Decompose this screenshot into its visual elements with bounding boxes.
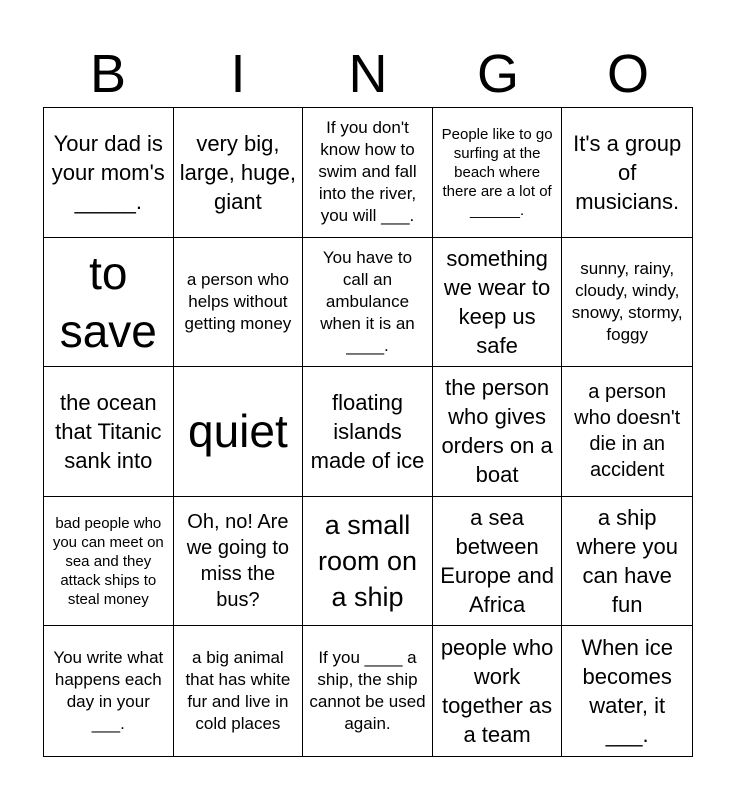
bingo-cell-text: Oh, no! Are we going to miss the bus?	[186, 511, 290, 612]
header-letter-b: B	[89, 44, 127, 104]
bingo-cell-text: a ship where you can have fun	[576, 505, 678, 618]
bingo-cell[interactable]	[44, 626, 174, 756]
bingo-cell-text: When ice becomes water, it ___.	[581, 635, 674, 748]
bingo-cell[interactable]	[303, 626, 433, 756]
bingo-cell-text: If you don't know how to swim and fall into the river, you will ___.	[318, 118, 417, 226]
bingo-cell[interactable]	[174, 497, 304, 627]
bingo-cell-text: a person who doesn't die in an accident	[574, 381, 681, 482]
bingo-cell[interactable]	[562, 497, 692, 627]
bingo-cell[interactable]	[433, 497, 563, 627]
bingo-cell[interactable]	[44, 108, 174, 238]
bingo-cell[interactable]	[174, 626, 304, 756]
bingo-cell[interactable]	[433, 367, 563, 497]
bingo-cell[interactable]	[303, 367, 433, 497]
bingo-cell-text: a big animal that has white fur and live in cold places	[185, 648, 291, 734]
header-letter-g: G	[476, 44, 519, 104]
bingo-cell[interactable]	[44, 238, 174, 368]
bingo-cell-text: bad people who you can meet on sea and they attack ships to steal money	[52, 514, 164, 608]
bingo-cell-text: Your dad is your mom's _____.	[51, 130, 165, 214]
bingo-cell[interactable]	[174, 108, 304, 238]
bingo-cell-text: people who work together as a team	[440, 635, 554, 748]
bingo-cell[interactable]	[562, 238, 692, 368]
bingo-cell-text: the ocean that Titanic sank into	[55, 389, 162, 473]
bingo-cell-text: floating islands made of ice	[310, 389, 425, 473]
bingo-cell-text: the person who gives orders on a boat	[441, 375, 553, 488]
bingo-cell-text: a small room on a ship	[317, 510, 418, 613]
bingo-cell[interactable]	[433, 108, 563, 238]
bingo-cell[interactable]	[174, 238, 304, 368]
bingo-cell[interactable]	[303, 108, 433, 238]
bingo-cell-text: It's a group of musicians.	[573, 130, 682, 214]
bingo-cell-text: You have to call an ambulance when it is an ____.	[320, 247, 415, 355]
header-letter-n: N	[348, 44, 388, 104]
bingo-cell-text: to save	[59, 246, 157, 357]
bingo-cell-text: something we wear to keep us safe	[443, 245, 551, 358]
bingo-cell[interactable]	[433, 626, 563, 756]
bingo-header	[43, 42, 693, 106]
bingo-cell[interactable]	[562, 108, 692, 238]
bingo-cell[interactable]	[562, 626, 692, 756]
bingo-cell-text: quiet	[188, 405, 288, 458]
bingo-cell[interactable]	[44, 367, 174, 497]
bingo-cell[interactable]	[44, 497, 174, 627]
header-letter-i: I	[230, 44, 246, 104]
bingo-cell[interactable]	[433, 238, 563, 368]
bingo-cell[interactable]	[303, 497, 433, 627]
bingo-cell-text: If you ____ a ship, the ship cannot be used again.	[309, 648, 426, 734]
header-letter-o: O	[606, 44, 649, 104]
bingo-cell-text: a person who helps without getting money	[184, 269, 292, 333]
bingo-grid	[43, 107, 693, 757]
bingo-cell-text: a sea between Europe and Africa	[440, 505, 554, 618]
bingo-cell[interactable]	[562, 367, 692, 497]
bingo-cell-text: very big, large, huge, giant	[179, 130, 296, 214]
bingo-cell-text: People like to go surfing at the beach where there are a lot of ______.	[441, 125, 553, 219]
bingo-cell-text: You write what happens each day in your ___.	[53, 648, 164, 734]
bingo-cell-text: sunny, rainy, cloudy, windy, snowy, stormy, foggy	[571, 258, 683, 344]
bingo-cell[interactable]	[174, 367, 304, 497]
bingo-cell[interactable]	[303, 238, 433, 368]
